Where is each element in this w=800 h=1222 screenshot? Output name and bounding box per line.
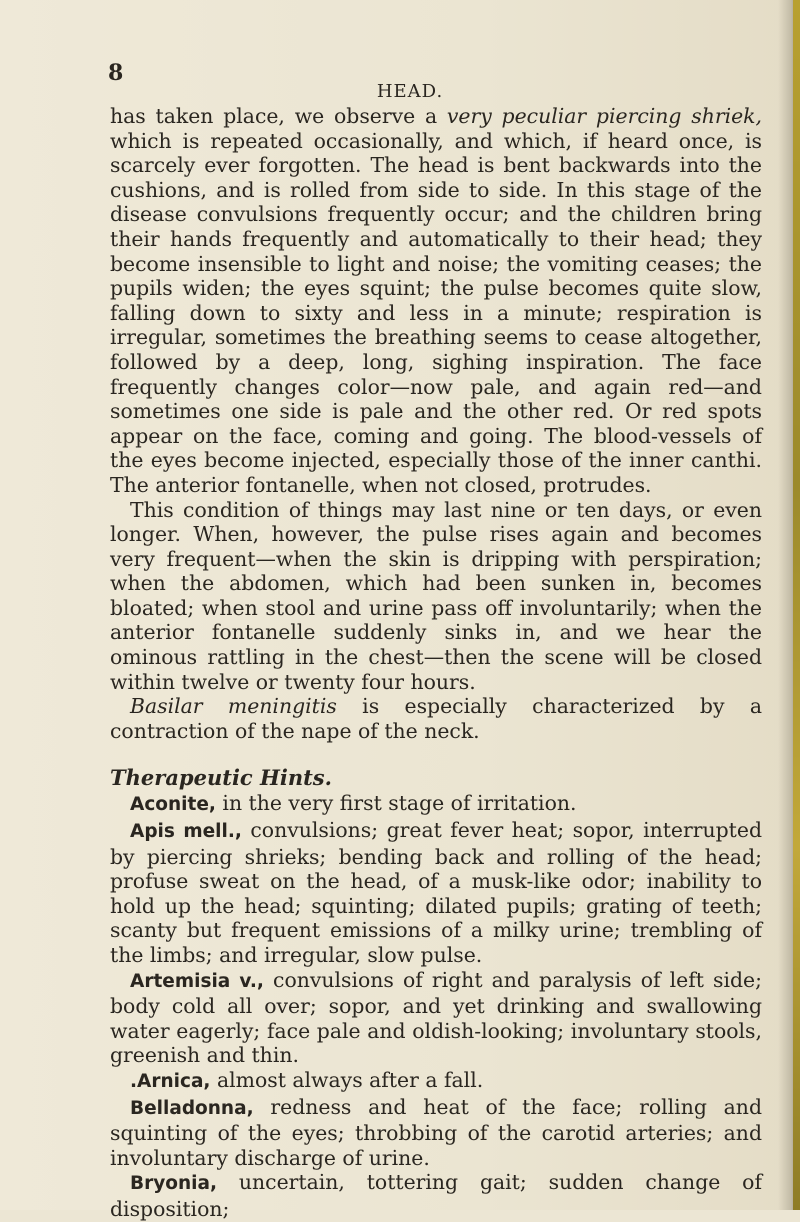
- remedy-text: convulsions of right and paralysis of left side; body cold all over; sopor, and yet drinking and swallowing water eagerly; face pale and oldish-looking; involuntary stools, greenish and thin.: [110, 967, 762, 1068]
- remedy-name: .Arnica,: [130, 1070, 211, 1092]
- page-number: 8: [108, 60, 124, 86]
- remedy-name: Artemisia v.,: [130, 970, 264, 992]
- paragraph-3-emphasis: Basilar meningitis: [130, 694, 337, 719]
- remedy-name: Bryonia,: [130, 1173, 218, 1195]
- remedy-text: almost always after a fall.: [210, 1067, 484, 1092]
- remedy-arnica: [110, 1068, 762, 1095]
- paragraph-1-emphasis: very peculiar piercing shriek,: [446, 104, 762, 128]
- page-edge-binding: [793, 0, 800, 1210]
- remedy-name: Apis mell.,: [130, 821, 242, 843]
- paragraph-3: [110, 694, 762, 743]
- remedy-belladonna: [110, 1095, 762, 1171]
- paragraph-2: This condition of things may last nine or ten days, or even longer. When, however, the pulse rises again and becomes very frequent—when the skin is dripping with perspiration; when the abdomen, which had been sunken in, becomes bloated; when stool and urine pass off involuntarily; when the anterior fontanelle suddenly sinks in, and we hear the ominous rattling in the chest—then the scene will be closed within twelve or twenty four hours.: [110, 497, 762, 694]
- remedy-text: uncertain, tottering gait; sudden change of disposition;: [110, 1170, 762, 1221]
- remedy-text: convulsions; great fever heat; sopor, interrupted by piercing shrieks; bending back and rolling of the head; profuse sweat on the head, of a musk-like odor; inability to hold up the head; squinting; dilated pupils; grating of teeth; scanty but frequent emissions of a milky urine; trembling of the limbs; and irregular, slow pulse.: [110, 818, 762, 967]
- section-heading-therapeutic-hints: Therapeutic Hints.: [110, 765, 332, 791]
- remedy-text: redness and heat of the face; rolling and squinting of the eyes; throbbing of the carotid arteries; and involuntary discharge of urine.: [110, 1094, 762, 1170]
- remedy-text: in the very first stage of irritation.: [215, 791, 577, 816]
- remedy-artemisia: [110, 968, 762, 1068]
- remedy-bryonia: [110, 1170, 762, 1221]
- paragraph-1-rest: which is repeated occasionally, and which, if heard once, is scarcely ever forgotten. The head is bent backwards into the cushions, and is rolled from side to side. In this stage of the disease convulsions frequently occur; and the children bring their hands frequently and automatically to their head; they become insensible to light and noise; the vomiting ceases; the pupils widen; the eyes squint; the pulse becomes quite slow, falling down to sixty and less in a minute; respiration is irregular, sometimes the breathing seems to cease altogether, followed by a deep, long, sighing inspiration. The face frequently changes color—now pale, and again red—and sometimes one side is pale and the other red. Or red spots appear on the face, coming and going. The blood-vessels of the eyes become injected, especially those of the inner canthi. The anterior fontanelle, when not closed, protrudes.: [110, 128, 762, 497]
- remedy-aconite: [110, 791, 762, 818]
- paragraph-3-rest: is especially characterized by a contraction of the nape of the neck.: [110, 694, 762, 743]
- paragraph-1-start: has taken place, we observe a: [110, 104, 447, 128]
- remedy-name: Aconite,: [130, 794, 216, 816]
- remedy-name: Belladonna,: [130, 1097, 254, 1119]
- paragraph-1: [110, 104, 762, 498]
- remedy-apis-mell: [110, 818, 762, 968]
- running-head: HEAD.: [376, 81, 444, 102]
- main-text: [110, 104, 762, 1222]
